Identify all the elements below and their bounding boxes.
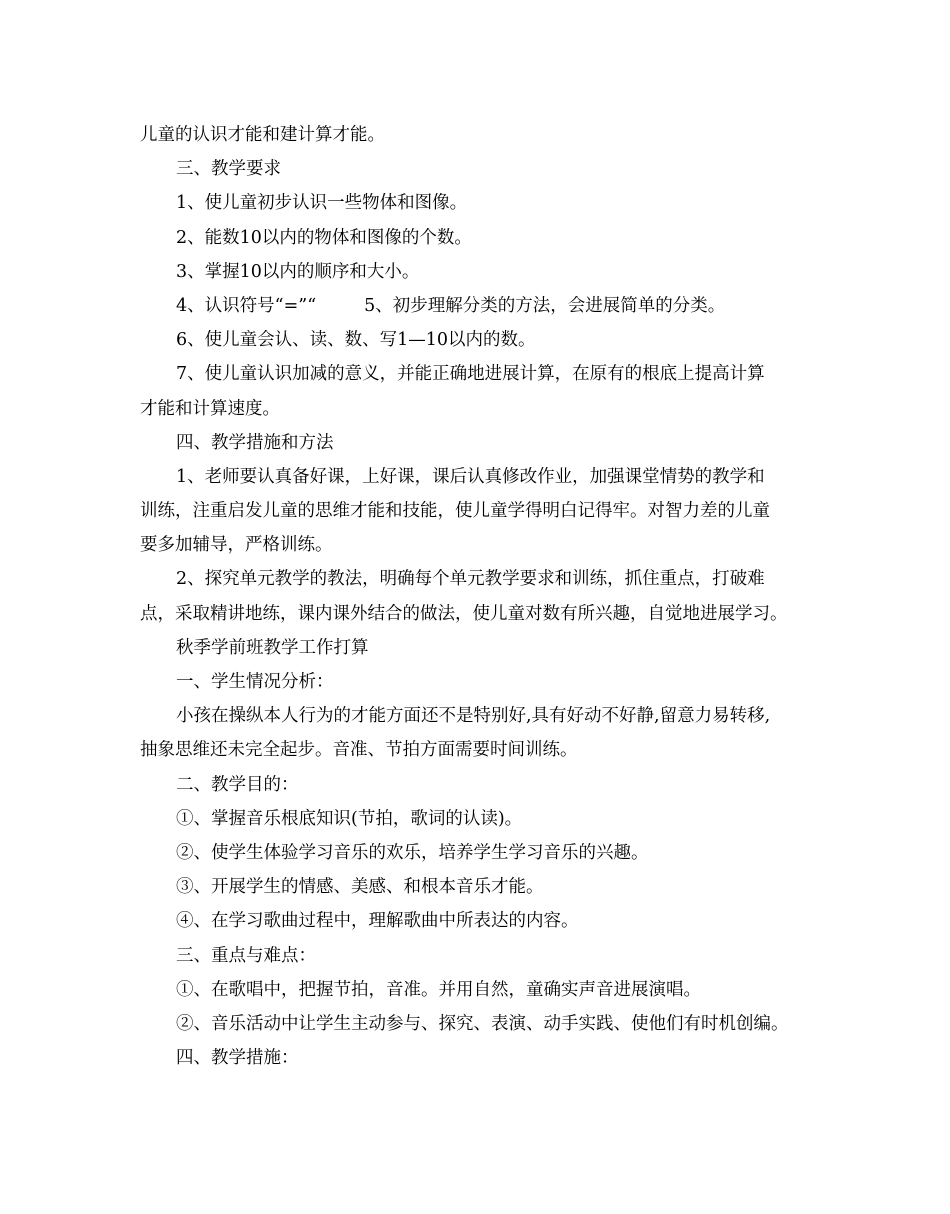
- list-item: 6、使儿童会认、读、数、写1—10以内的数。: [176, 330, 536, 351]
- section-heading-measures: 四、教学措施：: [176, 1048, 299, 1069]
- list-item: 1、使儿童初步认识一些物体和图像。: [176, 193, 468, 214]
- list-item-classification: 5、初步理解分类的方法，会进展简单的分类。: [364, 295, 726, 316]
- section-heading-student-analysis: 一、学生情况分析：: [176, 672, 334, 692]
- section-heading-teaching-requirements: 三、教学要求: [176, 159, 281, 180]
- list-item: ①、在歌唱中，把握节拍，音准。并用自然，童确实声音进展演唱。: [176, 979, 701, 1000]
- paragraph-line: 要多加辅导，严格训练。: [140, 535, 333, 556]
- section-heading-key-points: 三、重点与难点：: [176, 945, 316, 966]
- list-item: ②、使学生体验学习音乐的欢乐，培养学生学习音乐的兴趣。: [176, 842, 649, 863]
- section-heading-teaching-goals: 二、教学目的：: [176, 774, 299, 795]
- list-item: 1、老师要认真备好课，上好课，课后认真修改作业，加强课堂情势的教学和: [176, 466, 765, 487]
- document-body: [140, 118, 830, 1075]
- list-item: 7、使儿童认识加减的意义，并能正确地进展计算，在原有的根底上提高计算: [176, 364, 765, 385]
- paragraph-line: 训练，注重启发儿童的思维才能和技能，使儿童学得明白记得牢。对智力差的儿童: [140, 501, 770, 522]
- paragraph-line: 小孩在操纵本人行为的才能方面还不是特别好,具有好动不好静,留意力易转移,: [176, 706, 771, 727]
- list-item: 3、掌握10以内的顺序和大小。: [176, 261, 420, 282]
- list-item: ②、音乐活动中让学生主动参与、探究、表演、动手实践、使他们有时机创编。: [176, 1013, 789, 1034]
- list-item: 2、探究单元教学的教法，明确每个单元教学要求和训练，抓住重点，打破难: [176, 569, 765, 590]
- list-item-combined: [140, 289, 830, 323]
- list-item: 2、能数10以内的物体和图像的个数。: [176, 227, 472, 248]
- paragraph-line: 抽象思维还未完全起步。音准、节拍方面需要时间训练。: [140, 740, 578, 761]
- paragraph-line: 才能和计算速度。: [140, 398, 280, 419]
- paragraph-line: 点，采取精讲地练，课内课外结合的做法，使儿童对数有所兴趣，自觉地进展学习。: [140, 603, 788, 624]
- document-subtitle: 秋季学前班教学工作打算: [176, 637, 369, 658]
- paragraph-line: 儿童的认识才能和建计算才能。: [140, 125, 385, 145]
- list-item: ③、开展学生的情感、美感、和根本音乐才能。: [176, 877, 544, 898]
- list-item: ①、掌握音乐根底知识(节拍，歌词的认读)。: [176, 808, 523, 829]
- section-heading-teaching-measures: 四、教学措施和方法: [176, 432, 334, 453]
- list-item-symbols: 4、认识符号“=”“: [176, 295, 317, 316]
- list-item: ④、在学习歌曲过程中，理解歌曲中所表达的内容。: [176, 911, 579, 932]
